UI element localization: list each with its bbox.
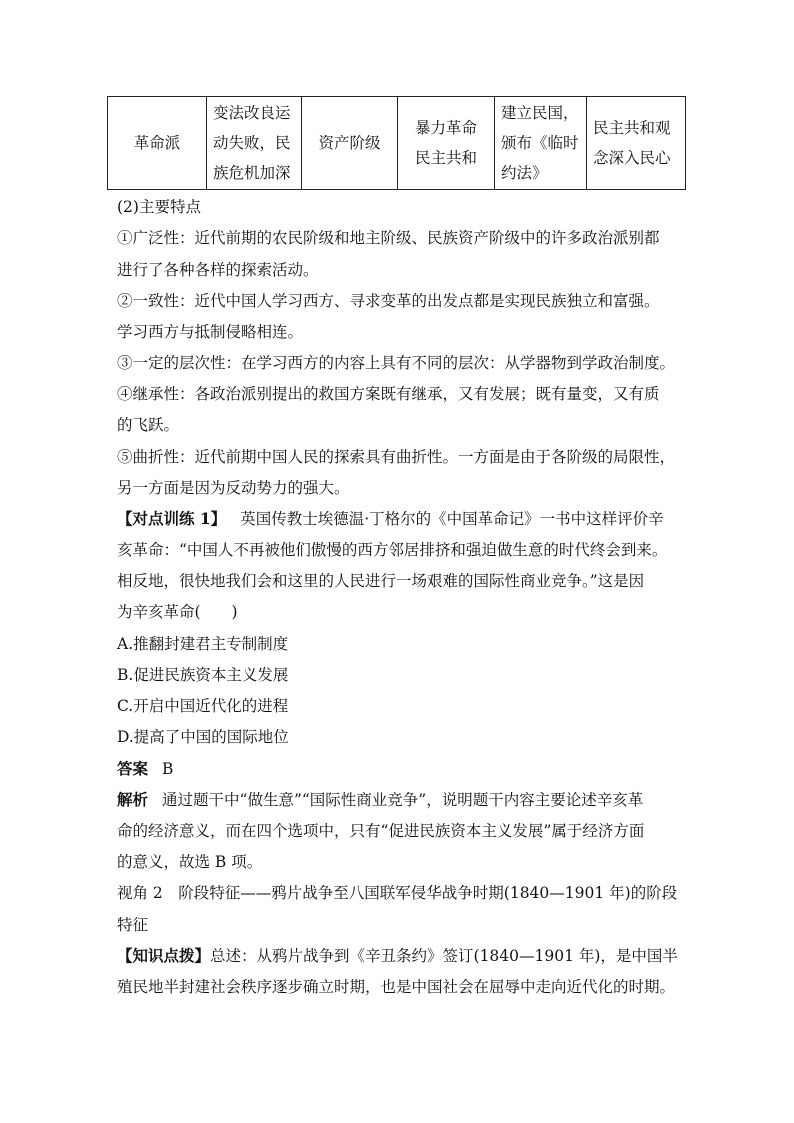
analysis-line: 解析 通过题干中“做生意”“国际性商业竞争”，说明题干内容主要论述辛亥革 (117, 790, 644, 809)
analysis-label: 解析 (117, 790, 149, 809)
feature-line: 进行了各种各样的探索活动。 (117, 261, 319, 279)
table-cell-achievement: 建立民国， 颁布《临时 约法》 (495, 97, 587, 190)
view2-heading: 视角 2 阶段特征——鸦片战争至八国联军侵华战争时期(1840—1901 年)的阶段 (117, 884, 678, 902)
knowledge-line: 殖民地半封建社会秩序逐步确立时期，也是中国社会在屈辱中走向近代化的时期。 (117, 978, 676, 996)
option-d: D.提高了中国的国际地位 (117, 728, 289, 746)
table-cell-class: 资产阶级 (302, 97, 398, 190)
feature-line: 学习西方与抵制侵略相连。 (117, 323, 304, 341)
view2-heading: 特征 (117, 916, 149, 934)
analysis-line: 命的经济意义，而在四个选项中，只有“促进民族资本主义发展”属于经济方面 (117, 822, 645, 840)
option-b: B.促进民族资本主义发展 (117, 666, 289, 684)
option-c: C.开启中国近代化的进程 (117, 697, 289, 715)
analysis-line: 的意义，故选 B 项。 (117, 853, 263, 871)
exercise-label: 【对点训练 1】 (117, 509, 227, 528)
table-cell-faction: 革命派 (108, 97, 207, 190)
exercise-stem-line: 亥革命：“中国人不再被他们傲慢的西方邻居排挤和强迫做生意的时代终会到来。 (117, 541, 668, 559)
feature-line: 的飞跃。 (117, 416, 180, 434)
answer-value: B (162, 760, 174, 778)
section-title: (2)主要特点 (117, 198, 201, 216)
feature-line: ①广泛性：近代前期的农民阶级和地主阶级、民族资产阶级中的许多政治派别都 (117, 229, 660, 247)
table-cell-approach: 暴力革命 民主共和 (398, 97, 495, 190)
table-cell-impact: 民主共和观 念深入民心 (587, 97, 686, 190)
exercise-stem-line: 【对点训练 1】 英国传教士埃德温·丁格尔的《中国革命记》一书中这样评价辛 (117, 509, 664, 528)
knowledge-label: 【知识点拨】 (117, 946, 211, 965)
feature-line: ⑤曲折性：近代前期中国人民的探索具有曲折性。一方面是由于各阶级的局限性， (117, 448, 676, 466)
exercise-stem-line: 相反地，很快地我们会和这里的人民进行一场艰难的国际性商业竞争。”这是因 (117, 572, 645, 590)
option-a: A.推翻封建君主专制制度 (117, 635, 289, 653)
feature-line: ②一致性：近代中国人学习西方、寻求变革的出发点都是实现民族独立和富强。 (117, 292, 660, 310)
table-cell-background: 变法改良运 动失败，民 族危机加深 (207, 97, 302, 190)
summary-table (107, 96, 686, 190)
feature-line: ③一定的层次性：在学习西方的内容上具有不同的层次：从学器物到学政治制度。 (117, 354, 676, 372)
answer-line (117, 758, 173, 780)
answer-label: 答案 (117, 759, 149, 778)
feature-line: ④继承性：各政治派别提出的救国方案既有继承，又有发展；既有量变，又有质 (117, 385, 660, 403)
exercise-stem-line: 为辛亥革命( ) (117, 603, 238, 621)
knowledge-line: 【知识点拨】总述：从鸦片战争到《辛丑条约》签订(1840—1901 年)，是中国半 (117, 946, 678, 965)
feature-line: 另一方面是因为反动势力的强大。 (117, 479, 350, 497)
table-row (108, 97, 686, 190)
